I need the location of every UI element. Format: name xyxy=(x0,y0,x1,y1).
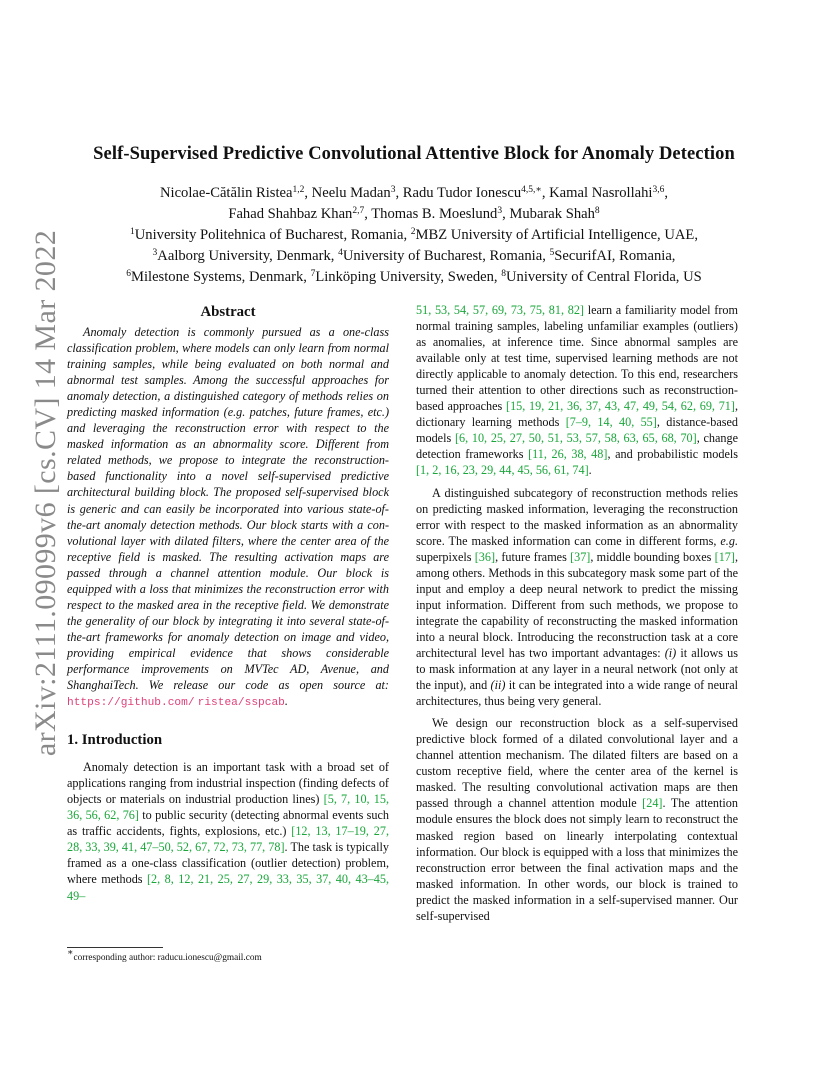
affil-sup: 1 xyxy=(130,227,135,237)
abstract-heading: Abstract xyxy=(200,304,256,320)
text-run: , and probabilistic models xyxy=(607,447,739,462)
text-run: , change detection frameworks xyxy=(416,431,738,462)
text-run: , distance-based models xyxy=(416,415,738,446)
text-run: learn a familiarity model from normal training samples, labeling unfamiliar examples (outliers) as anomalies, at inference time. Since abnormal samples are available only at test time, supervised learning methods are not directly applicable to anomaly detection. To this end, researchers turned their attention to other directions such as reconstruction-based approaches xyxy=(416,303,738,414)
block-design-paragraph xyxy=(416,715,738,924)
author-name: , Mubarak Shah xyxy=(502,206,595,222)
affil-sup: 5 xyxy=(549,248,555,258)
author-sup: 3 xyxy=(390,185,396,195)
footnote-text: corresponding author: raducu.ionescu@gmail.com xyxy=(73,953,262,963)
text-run: , future frames xyxy=(495,549,571,564)
affil-sup: 2 xyxy=(410,227,416,237)
text-run: e.g. xyxy=(720,533,738,548)
author-separator: , xyxy=(664,185,669,201)
text-run: superpixels xyxy=(416,549,475,564)
intro-paragraph-continued xyxy=(416,302,738,479)
masked-reconstruction-paragraph xyxy=(416,485,738,710)
abstract-text xyxy=(67,324,389,711)
affil-sup: 6 xyxy=(126,269,131,279)
citation-link[interactable]: 51, 53, 54, 57, 69, 73, 75, 81, 82] xyxy=(416,303,584,317)
section-heading-introduction: 1. Introduction xyxy=(67,732,163,749)
right-column xyxy=(416,302,738,924)
citation-link[interactable]: [36] xyxy=(474,549,496,564)
footnote xyxy=(67,948,397,964)
author-sup: 3,6 xyxy=(652,185,665,195)
citation-link[interactable]: [37] xyxy=(570,549,591,564)
affiliation: Milestone Systems, Denmark, xyxy=(130,269,311,285)
author-name: Nicolae-Cătălin Ristea xyxy=(159,185,293,201)
affil-sup: 8 xyxy=(501,269,506,279)
text-run: Anomaly detection is an important task with a broad set of applications ranging from industrial inspection (finding defects of objects or materials on industrial production lines) xyxy=(67,760,389,807)
affiliation: SecurifAI, Romania, xyxy=(554,248,676,264)
affil-sup: 7 xyxy=(310,269,316,279)
citation-link[interactable]: [1, 2, 16, 23, 29, 44, 45, 56, 61, 74] xyxy=(416,463,589,478)
text-run: , middle bounding boxes xyxy=(590,549,715,564)
affiliation: Linköping University, Sweden, xyxy=(315,269,502,285)
text-run: . xyxy=(588,463,592,478)
text-run: , dictionary learning methods xyxy=(416,399,738,430)
affiliation: Aalborg University, Denmark, xyxy=(157,248,339,264)
author-sup: 2,7 xyxy=(352,206,365,216)
abstract-body: Anomaly detection is commonly pursued as a one-class classification problem, where models can only learn from normal training samples, while being evaluated on both normal and abnormal test samples. Among the successful approaches for anomaly detection, a distinguished category of methods relies on predicting masked information (e.g. patches, future frames, etc.) and leveraging the reconstruction error with respect to the masked information as an abnormality score. Different from related methods, we propose to integrate the reconstruction-based functionality into a novel self-supervised predictive architectural building block. The proposed self-supervised block is generic and can easily be incorporated into various state-of-the-art anomaly detection methods. Our block starts with a convolutional layer with dilated filters, where the center area of the receptive field is masked. The resulting activation maps are passed through a channel attention module. Our block is equipped with a loss that minimizes the reconstruction error with respect to the masked area in the receptive field. We demonstrate the generality of our block by integrating it into several state-of-the-art frameworks for anomaly detection on image and video, providing empirical evidence that shows considerable performance improvements on MVTec AD, Avenue, and ShanghaiTech. We release our code as open source at: xyxy=(67,325,389,693)
author-sup: 3 xyxy=(497,206,503,216)
author-block xyxy=(60,183,768,288)
author-name: , Kamal Nasrollahi xyxy=(541,185,653,201)
author-name: , Radu Tudor Ionescu xyxy=(395,185,522,201)
author-name: , Thomas B. Moeslund xyxy=(364,206,498,222)
citation-link[interactable]: [7–9, 14, 40, 55] xyxy=(565,415,657,430)
text-run: (ii) xyxy=(490,678,506,693)
text-run: A distinguished subcategory of reconstruction methods relies on predicting masked information, leveraging the reconstruction error with respect to the masked information as an abnormality score. The masked information can come in different forms, xyxy=(416,485,738,548)
affiliation: MBZ University of Artificial Intelligence, UAE, xyxy=(415,227,698,243)
citation-link[interactable]: [11, 26, 38, 48] xyxy=(528,447,608,462)
abstract-end: . xyxy=(284,694,288,709)
footnote-mark: ∗ xyxy=(67,948,74,958)
author-sup: 8 xyxy=(594,206,600,216)
paper-title: Self-Supervised Predictive Convolutional Attentive Block for Anomaly Detection xyxy=(93,144,735,164)
text-run: (i) xyxy=(664,645,677,660)
text-run: . The attention module ensures the block does not simply learn to reconstruct the masked region based on linearly interpolating contextual information. Our block is equipped with a loss that minimizes the reconstruction error between the final activation maps and the masked information. In other words, our block is trained to predict the masked information in a self-supervised manner. Our self-supervised xyxy=(416,796,738,923)
affiliation: University Politehnica of Bucharest, Romania, xyxy=(134,227,411,243)
text-run: to public security (detecting abnormal events such as traffic accidents, fights, explosions, etc.) xyxy=(67,808,390,839)
author-sup: 1,2 xyxy=(292,185,305,195)
affiliation: University of Bucharest, Romania, xyxy=(342,248,550,264)
citation-link[interactable]: [15, 19, 21, 36, 37, 43, 47, 49, 54, 62, 69, 71] xyxy=(506,399,735,414)
affiliation-line-3 xyxy=(60,267,768,288)
citation-link[interactable]: [5, 7, 10, 15, 36, 56, 62, 76] xyxy=(67,792,390,823)
text-run: it allows us to mask information at any layer in a neural network (not only at the input), and xyxy=(416,645,738,693)
text-run: , among others. Methods in this subcategory mask some part of the input and employ a deep neural network to predict the missing input information. Different from such methods, we propose to integrate the capability of reconstructing the masked information into a neural block. Introducing the reconstruction task at a core architectural level has two important advantages: xyxy=(416,549,739,660)
intro-paragraph xyxy=(67,759,389,903)
author-line-2 xyxy=(60,204,768,225)
affil-sup: 3 xyxy=(152,248,158,258)
footnote-rule xyxy=(67,947,163,948)
affiliation-line-1 xyxy=(60,225,768,246)
citation-link[interactable]: [6, 10, 25, 27, 50, 51, 53, 57, 58, 63, 65, 68, 70] xyxy=(454,431,697,446)
author-name: , Neelu Madan xyxy=(304,185,391,201)
affiliation: University of Central Florida, US xyxy=(505,269,702,285)
citation-link[interactable]: [12, 13, 17–19, 27, 28, 33, 39, 41, 47–50, 52, 67, 72, 73, 77, 78] xyxy=(67,824,390,855)
affiliation-line-2 xyxy=(60,246,768,267)
author-line-1 xyxy=(60,183,768,204)
citation-link[interactable]: [17] xyxy=(714,549,735,564)
text-run: it can be integrated into a wide range of neural architectures, thus being very general. xyxy=(416,678,738,709)
text-run: . The task is typically framed as a one-class classification (outlier detection) problem, where methods xyxy=(67,840,389,887)
author-name: Fahad Shahbaz Khan xyxy=(228,206,353,222)
left-column xyxy=(67,302,389,904)
citation-link[interactable]: [24] xyxy=(642,796,663,811)
arxiv-stamp[interactable]: arXiv:2111.09099v6 [cs.CV] 14 Mar 2022 xyxy=(29,229,62,757)
citation-link[interactable]: [2, 8, 12, 21, 25, 27, 29, 33, 35, 37, 40, 43–45, 49– xyxy=(67,872,390,903)
code-link[interactable]: ristea/sspcab xyxy=(197,697,285,710)
code-link[interactable]: https://github.com/ xyxy=(67,697,195,710)
affil-sup: 4 xyxy=(338,248,343,258)
text-run: We design our reconstruction block as a self-supervised predictive block formed of a dilated convolutional layer and a channel attention mechanism. The dilated filters are based on a custom receptive field, where the center area of the kernel is masked. The resulting convolutional activation maps are then passed through a channel attention module xyxy=(416,716,738,811)
author-sup: 4,5,∗ xyxy=(521,185,542,195)
